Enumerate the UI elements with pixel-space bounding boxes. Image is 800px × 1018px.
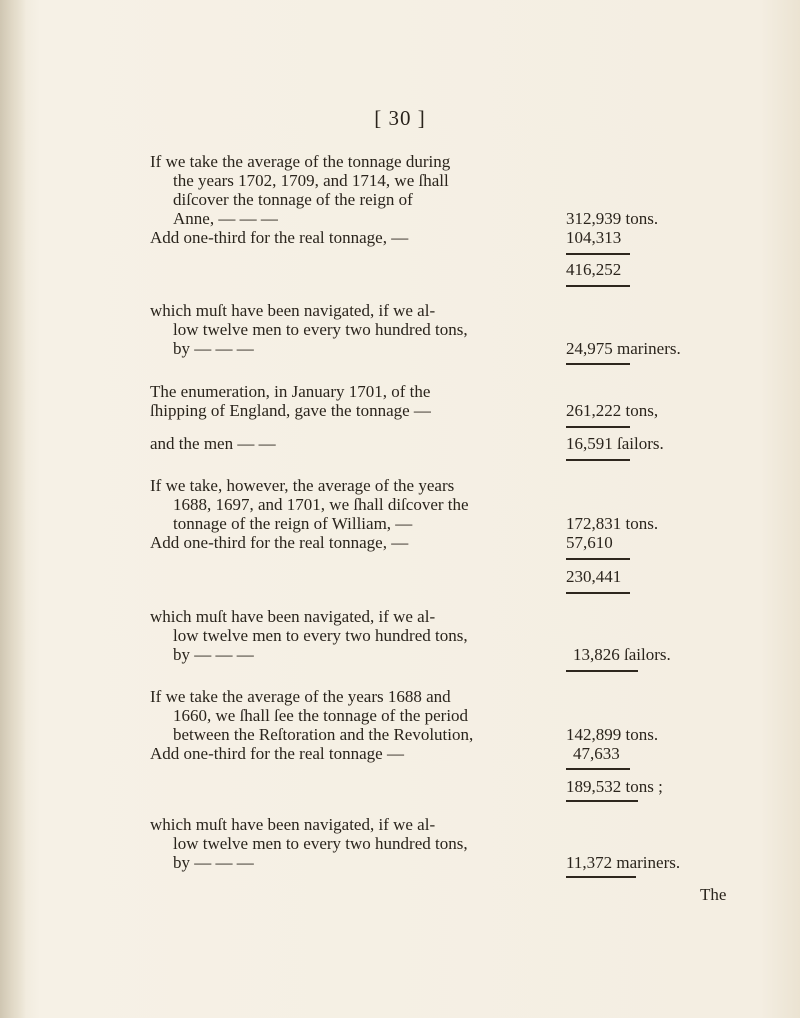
text-line: If we take the average of the tonnage during	[150, 152, 451, 171]
tonnage-value: 172,831 tons.	[566, 514, 659, 533]
text-line: diſcover the tonnage of the reign of	[173, 190, 413, 209]
text-line: by — — —	[173, 645, 254, 664]
text-line: If we take the average of the years 1688 and	[150, 687, 451, 706]
page-number: [ 30 ]	[374, 106, 426, 130]
text-line: Add one-third for the real tonnage —	[150, 744, 404, 763]
text-line: low twelve men to every two hundred tons,	[173, 834, 468, 853]
text-line: which muſt have been navigated, if we al-	[150, 301, 436, 320]
text-line: Anne, — — —	[173, 209, 278, 228]
sum-rule	[566, 285, 630, 287]
mariners-value: 24,975 mariners.	[566, 339, 681, 358]
sum-rule	[566, 426, 630, 428]
text-line: 1660, we ſhall ſee the tonnage of the period	[173, 706, 469, 725]
text-line: If we take, however, the average of the years	[150, 476, 455, 495]
text-line: by — — —	[173, 339, 254, 358]
page-binding-edge	[0, 0, 26, 1018]
text-line: low twelve men to every two hundred tons,	[173, 626, 468, 645]
tonnage-value: 261,222 tons,	[566, 401, 659, 420]
text-line: ſhipping of England, gave the tonnage —	[150, 401, 431, 420]
added-tonnage-value: 104,313	[566, 228, 622, 247]
text-line: The enumeration, in January 1701, of the	[150, 382, 431, 401]
sum-rule	[566, 800, 638, 802]
text-line: Add one-third for the real tonnage, —	[150, 533, 409, 552]
text-line: low twelve men to every two hundred tons,	[173, 320, 468, 339]
sum-rule	[566, 558, 630, 560]
sum-rule	[566, 876, 636, 878]
sailors-value: 16,591 ſailors.	[566, 434, 664, 453]
added-tonnage-value: 47,633	[573, 744, 620, 763]
sum-rule	[566, 253, 630, 255]
total-tonnage-value: 189,532 tons ;	[566, 777, 663, 796]
text-line: which muſt have been navigated, if we al-	[150, 607, 436, 626]
sailors-value: 13,826 ſailors.	[573, 645, 671, 664]
tonnage-value: 312,939 tons.	[566, 209, 659, 228]
catchword: The	[700, 885, 727, 904]
text-line: by — — —	[173, 853, 254, 872]
text-line: which muſt have been navigated, if we al-	[150, 815, 436, 834]
text-line: between the Reſtoration and the Revolution,	[173, 725, 474, 744]
text-line: Add one-third for the real tonnage, —	[150, 228, 409, 247]
sum-rule	[566, 670, 638, 672]
tonnage-value: 142,899 tons.	[566, 725, 659, 744]
mariners-value: 11,372 mariners.	[566, 853, 681, 872]
total-tonnage-value: 230,441	[566, 567, 622, 586]
text-line: tonnage of the reign of William, —	[173, 514, 413, 533]
sum-rule	[566, 592, 630, 594]
added-tonnage-value: 57,610	[566, 533, 613, 552]
text-line: the years 1702, 1709, and 1714, we ſhall	[173, 171, 449, 190]
text-line: and the men — —	[150, 434, 276, 453]
total-tonnage-value: 416,252	[566, 260, 622, 279]
sum-rule	[566, 459, 630, 461]
sum-rule	[566, 363, 630, 365]
sum-rule	[566, 768, 630, 770]
text-line: 1688, 1697, and 1701, we ſhall diſcover the	[173, 495, 469, 514]
